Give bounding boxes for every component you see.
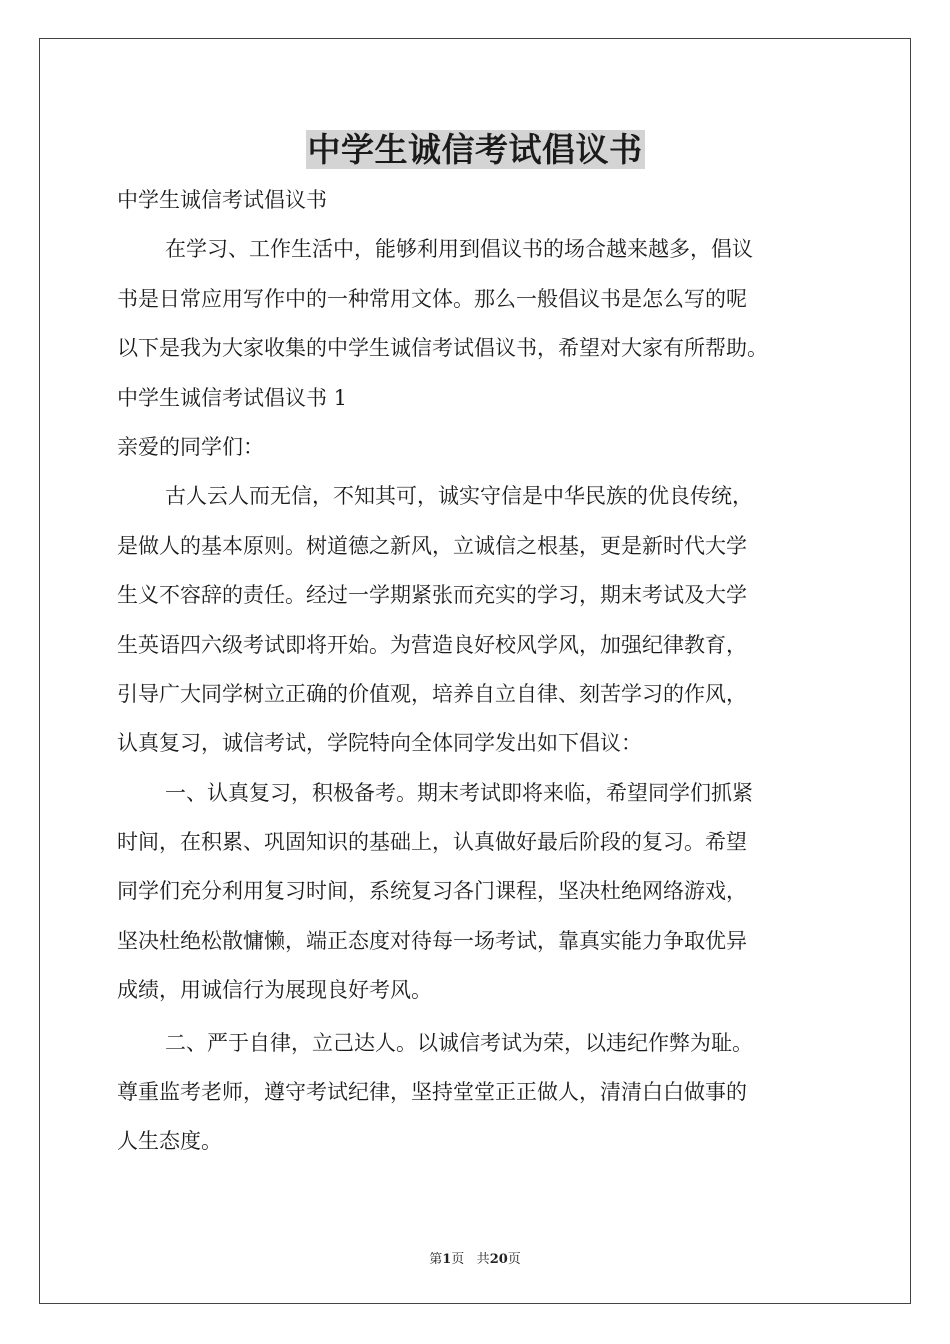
paragraph-line: 人生态度。 — [117, 1129, 222, 1154]
footer-prefix: 第 — [429, 1252, 443, 1267]
paragraph-line: 古人云人而无信，不知其可，诚实守信是中华民族的优良传统， — [165, 484, 753, 509]
footer-page-suffix: 页 — [451, 1252, 465, 1267]
paragraph-line: 二、严于自律，立己达人。以诚信考试为荣，以违纪作弊为耻。 — [165, 1030, 753, 1055]
paragraph-line: 以下是我为大家收集的中学生诚信考试倡议书，希望对大家有所帮助。 — [117, 336, 768, 361]
paragraph-line: 成绩，用诚信行为展现良好考风。 — [117, 978, 432, 1003]
document-title-text: 中学生诚信考试倡议书 — [307, 130, 643, 169]
paragraph-line: 引导广大同学树立正确的价值观，培养自立自律、刻苦学习的作风， — [117, 681, 747, 706]
page-footer — [0, 1248, 950, 1267]
footer-page-number: 1 — [442, 1252, 452, 1267]
footer-total-suffix: 页 — [507, 1252, 521, 1267]
paragraph-line: 生英语四六级考试即将开始。为营造良好校风学风，加强纪律教育， — [117, 632, 747, 657]
footer-total-pages: 20 — [489, 1252, 508, 1267]
paragraph-line: 书是日常应用写作中的一种常用文体。那么一般倡议书是怎么写的呢 — [117, 286, 747, 311]
paragraph-line: 是做人的基本原则。树道德之新风，立诚信之根基，更是新时代大学 — [117, 533, 747, 558]
document-title — [0, 128, 950, 172]
subtitle-line: 中学生诚信考试倡议书 — [117, 188, 327, 212]
paragraph-line: 时间，在积累、巩固知识的基础上，认真做好最后阶段的复习。希望 — [117, 830, 747, 855]
document-body — [117, 176, 837, 1167]
paragraph-line: 认真复习，诚信考试，学院特向全体同学发出如下倡议： — [117, 731, 642, 756]
footer-total-prefix: 共 — [476, 1252, 490, 1267]
paragraph-line: 坚决杜绝松散慵懒，端正态度对待每一场考试，靠真实能力争取优异 — [117, 928, 747, 953]
paragraph-line: 同学们充分利用复习时间，系统复习各门课程，坚决杜绝网络游戏， — [117, 879, 747, 904]
section-heading: 中学生诚信考试倡议书 1 — [117, 385, 348, 410]
salutation: 亲爱的同学们： — [117, 434, 264, 459]
paragraph-line: 在学习、工作生活中，能够利用到倡议书的场合越来越多，倡议 — [165, 237, 753, 262]
paragraph-line: 生义不容辞的责任。经过一学期紧张而充实的学习，期末考试及大学 — [117, 583, 747, 608]
paragraph-line: 尊重监考老师，遵守考试纪律，坚持堂堂正正做人，清清白白做事的 — [117, 1080, 747, 1105]
paragraph-line: 一、认真复习，积极备考。期末考试即将来临，希望同学们抓紧 — [165, 780, 753, 805]
